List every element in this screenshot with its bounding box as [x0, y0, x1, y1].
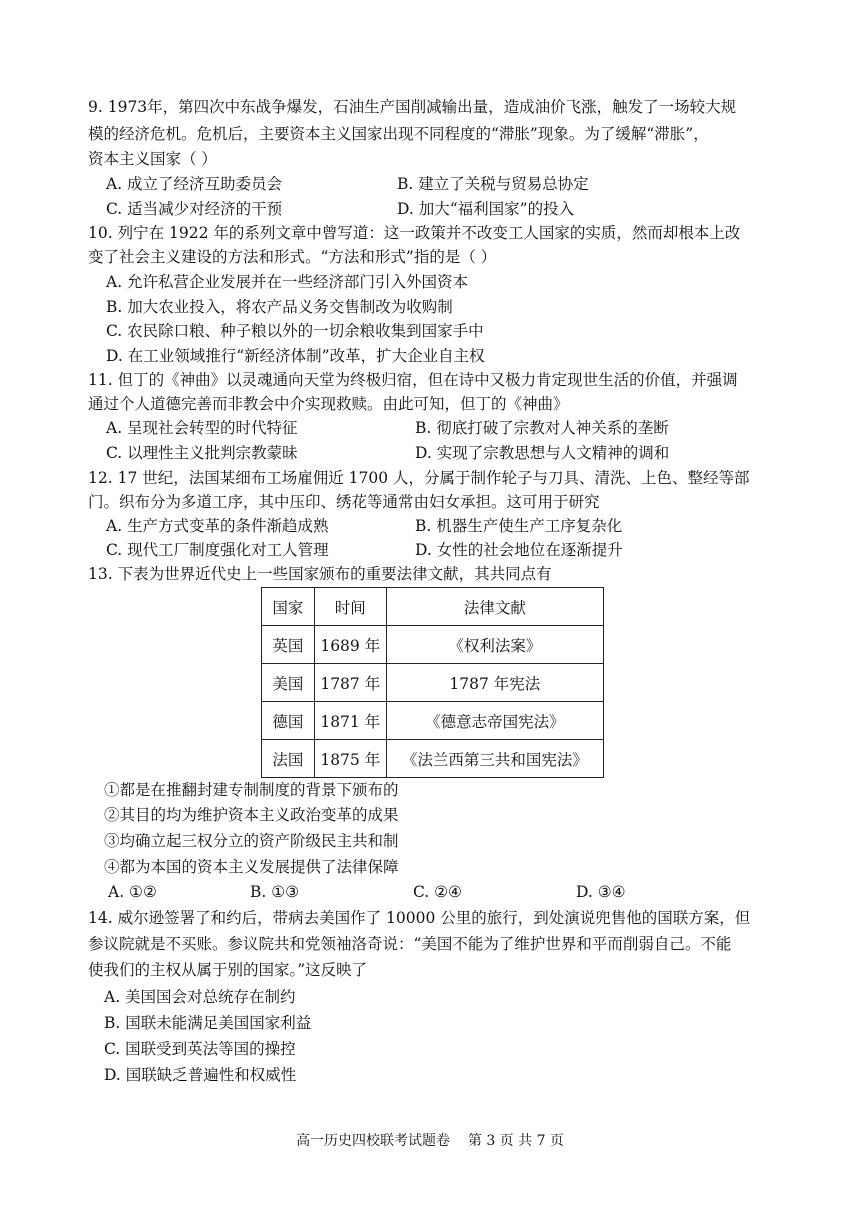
- law-table: [261, 587, 604, 778]
- q13-statement-4: ④都为本国的资本主义发展提供了法律保障: [104, 858, 399, 876]
- q13-statement-3: ③均确立起三权分立的资产阶级民主共和制: [104, 832, 399, 850]
- table-row: [262, 740, 604, 778]
- q10-option-c: C. 农民除口粮、种子粮以外的一切余粮收集到国家手中: [106, 322, 484, 340]
- table-header-cell: 时间: [314, 588, 386, 626]
- q10-option-d: D. 在工业领域推行“新经济体制”改革，扩大企业自主权: [106, 347, 485, 365]
- table-cell: 1871 年: [314, 702, 386, 740]
- table-cell: 法国: [262, 740, 315, 778]
- table-cell: 《权利法案》: [386, 626, 603, 664]
- q14-stem-line-3: 使我们的主权从属于别的国家。”这反映了: [88, 961, 368, 979]
- q11-option-a: A. 呈现社会转型的时代特征: [106, 419, 298, 437]
- q12-stem-line-1: 12. 17 世纪，法国某细布工场雇佣近 1700 人，分属于制作轮子与刀具、清洗、上色、整经等部: [88, 469, 750, 487]
- q14-stem-line-2: 参议院就是不买账。参议院共和党领袖洛奇说：“美国不能为了维护世界和平而削弱自己。不能: [88, 935, 732, 953]
- table-cell: 英国: [262, 626, 315, 664]
- table-cell: 美国: [262, 664, 315, 702]
- table-header-cell: 国家: [262, 588, 315, 626]
- q9-stem-line-1: 9. 1973年，第四次中东战争爆发，石油生产国削减输出量，造成油价飞涨，触发了一场较大规: [88, 98, 737, 116]
- table-cell: 1875 年: [314, 740, 386, 778]
- table-row: [262, 626, 604, 664]
- q13-option-b: B. ①③: [250, 883, 300, 901]
- q13-statement-2: ②其目的均为维护资本主义政治变革的成果: [104, 806, 399, 824]
- q12-option-a: A. 生产方式变革的条件渐趋成熟: [106, 517, 329, 535]
- q13-option-a: A. ①②: [108, 883, 157, 901]
- table-cell: 1787 年宪法: [386, 664, 603, 702]
- table-cell: 1787 年: [314, 664, 386, 702]
- table-row: [262, 664, 604, 702]
- table-header-cell: 法律文献: [386, 588, 603, 626]
- q13-option-d: D. ③④: [576, 883, 626, 901]
- q11-option-b: B. 彻底打破了宗教对人神关系的垄断: [415, 419, 669, 437]
- table-cell: 《法兰西第三共和国宪法》: [386, 740, 603, 778]
- q9-option-a: A. 成立了经济互助委员会: [106, 175, 283, 193]
- q12-option-d: D. 女性的社会地位在逐渐提升: [415, 541, 623, 559]
- q13-option-c: C. ②④: [413, 883, 462, 901]
- q13-stem: 13. 下表为世界近代史上一些国家颁布的重要法律文献，其共同点有: [88, 565, 552, 583]
- q9-option-c: C. 适当减少对经济的干预: [106, 200, 283, 218]
- table-cell: 《德意志帝国宪法》: [386, 702, 603, 740]
- q14-stem-line-1: 14. 威尔逊签署了和约后，带病去美国作了 10000 公里的旅行，到处演说兜售他的国联方案，但: [88, 909, 751, 927]
- q11-option-c: C. 以理性主义批判宗教蒙昧: [106, 444, 298, 462]
- table-header-row: [262, 588, 604, 626]
- table-cell: 德国: [262, 702, 315, 740]
- table-cell: 1689 年: [314, 626, 386, 664]
- q12-stem-line-2: 门。织布分为多道工序，其中压印、绣花等通常由妇女承担。这可用于研究: [88, 493, 600, 511]
- q9-stem-line-2: 模的经济危机。危机后，主要资本主义国家出现不同程度的“滞胀”现象。为了缓解“滞胀”，: [88, 125, 709, 143]
- q11-stem-line-1: 11. 但丁的《神曲》以灵魂通向天堂为终极归宿，但在诗中又极力肯定现世生活的价值，并强调: [88, 371, 738, 389]
- table-row: [262, 702, 604, 740]
- q12-option-b: B. 机器生产使生产工序复杂化: [415, 517, 623, 535]
- q10-option-b: B. 加大农业投入，将农产品义务交售制改为收购制: [106, 298, 453, 316]
- q10-stem-line-1: 10. 列宁在 1922 年的系列文章中曾写道：这一政策并不改变工人国家的实质，然而却根本上改: [88, 224, 741, 242]
- q9-option-b: B. 建立了关税与贸易总协定: [397, 175, 589, 193]
- q10-stem-line-2: 变了社会主义建设的方法和形式。“方法和形式”指的是（ ）: [88, 248, 497, 266]
- q13-statement-1: ①都是在推翻封建专制制度的背景下颁布的: [104, 781, 399, 799]
- q9-stem-line-3: 资本主义国家（ ）: [88, 150, 217, 168]
- q14-option-d: D. 国联缺乏普遍性和权威性: [104, 1066, 297, 1084]
- q11-stem-line-2: 通过个人道德完善而非教会中介实现救赎。由此可知，但丁的《神曲》: [88, 395, 569, 413]
- q10-option-a: A. 允许私营企业发展并在一些经济部门引入外国资本: [106, 273, 469, 291]
- page-footer: 高一历史四校联考试题卷 第 3 页 共 7 页: [296, 1133, 564, 1149]
- q11-option-d: D. 实现了宗教思想与人文精神的调和: [415, 444, 670, 462]
- q14-option-c: C. 国联受到英法等国的操控: [104, 1040, 296, 1058]
- q9-option-d: D. 加大“福利国家”的投入: [397, 200, 575, 218]
- q14-option-b: B. 国联未能满足美国国家利益: [104, 1014, 312, 1032]
- q14-option-a: A. 美国国会对总统存在制约: [104, 988, 296, 1006]
- q12-option-c: C. 现代工厂制度强化对工人管理: [106, 541, 329, 559]
